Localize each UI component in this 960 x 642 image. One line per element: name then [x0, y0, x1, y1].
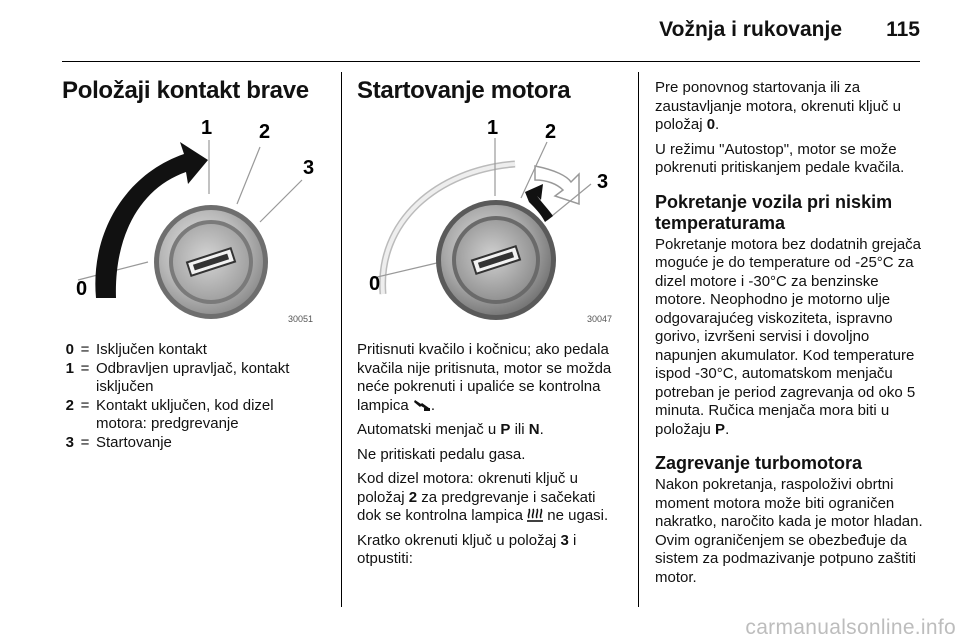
paragraph-restart: Pre ponovnog startovanja ili za zaustavljanje motora, okrenuti ključ u položaj 0.	[655, 79, 901, 133]
figure-ignition-positions	[62, 112, 324, 328]
paragraph-clutch: Pritisnuti kvačilo i kočnicu; ako pedala kvačila nije pritisnuta, motor se možda neće pokrenuti i upaliće se kontrolna lampica .	[357, 341, 612, 414]
position-label-1: 1	[487, 117, 499, 139]
section-heading-engine-start: Startovanje motora	[357, 77, 571, 104]
subheading-turbo-warmup: Zagrevanje turbomotora	[655, 453, 863, 473]
page-number: 115	[886, 18, 920, 41]
paragraph-gas: Ne pritiskati pedalu gasa.	[357, 445, 526, 463]
paragraph-turbo-warmup: Nakon pokretanja, raspoloživi obrtni moment motora može biti ograničen nakratko, naročito kada je motor hladan. Ovim ograničenjem se obezbeđuje da sistem za podmazivanje potpuno zaštiti motor.	[655, 476, 923, 586]
position-label-2: 2	[259, 121, 271, 143]
legend-row: 3 = Startovanje	[65, 433, 172, 451]
header-title: Vožnja i rukovanje	[659, 18, 842, 41]
engine-start-text	[357, 341, 623, 569]
ignition-start-diagram	[357, 112, 621, 328]
paragraph-low-temperature: Pokretanje motora bez dodatnih grejača moguće je do temperature od -25°C za dizel motore i -30°C za benzinske motore. Neophodno je motorno ulje odgovarajućeg viskoziteta, ispravno gorivo, izvršeni servisi i dovoljno napunjen akumulator. Kod temperature ispod -30°C, automatskom menjaču potreban je period zagrevanja od oko 5 minuta. Ručica menjača mora biti u položaju P.	[655, 235, 922, 438]
position-label-3: 3	[597, 171, 609, 193]
figure-engine-start	[357, 112, 621, 328]
position-label-3: 3	[303, 157, 315, 179]
position-label-1: 1	[201, 117, 213, 139]
figure-code: 30047	[587, 314, 613, 324]
paragraph-diesel: Kod dizel motora: okrenuti ključ u položaj 2 za predgrevanje i sačekati dok se kontrolna lampica ne ugasi.	[357, 470, 609, 524]
header-rule	[62, 61, 920, 62]
position-label-0: 0	[76, 278, 88, 300]
pointer-line-3	[260, 180, 302, 222]
paragraph-start: Kratko okrenuti ključ u položaj 3 i otpustiti:	[357, 531, 577, 567]
watermark: carmanualsonline.info	[745, 616, 956, 639]
column-divider-left	[341, 72, 342, 607]
legend-row: 1 = Odbravljen upravljač, kontakt isključen	[65, 359, 290, 395]
position-label-2: 2	[545, 121, 557, 143]
right-column-text	[655, 79, 923, 587]
figure-code: 30051	[288, 314, 314, 324]
positions-legend	[62, 341, 324, 452]
paragraph-automatic: Automatski menjač u P ili N.	[357, 421, 544, 438]
position-label-0: 0	[369, 273, 381, 295]
ignition-key-diagram	[62, 112, 324, 328]
clutch-pedal-icon	[413, 398, 431, 412]
legend-row: 0 = Isključen kontakt	[65, 341, 207, 358]
paragraph-autostop: U režimu "Autostop", motor se može pokrenuti pritiskanjem pedale kvačila.	[655, 140, 905, 176]
glow-plug-icon	[527, 507, 543, 522]
pointer-line-2	[237, 147, 260, 204]
subheading-low-temperature: Pokretanje vozila pri niskim temperaturama	[655, 191, 893, 233]
section-heading-ignition-positions: Položaji kontakt brave	[62, 77, 309, 104]
legend-row: 2 = Kontakt uključen, kod dizel motora: predgrevanje	[65, 396, 274, 432]
page-header	[62, 16, 920, 50]
column-divider-right	[638, 72, 639, 607]
